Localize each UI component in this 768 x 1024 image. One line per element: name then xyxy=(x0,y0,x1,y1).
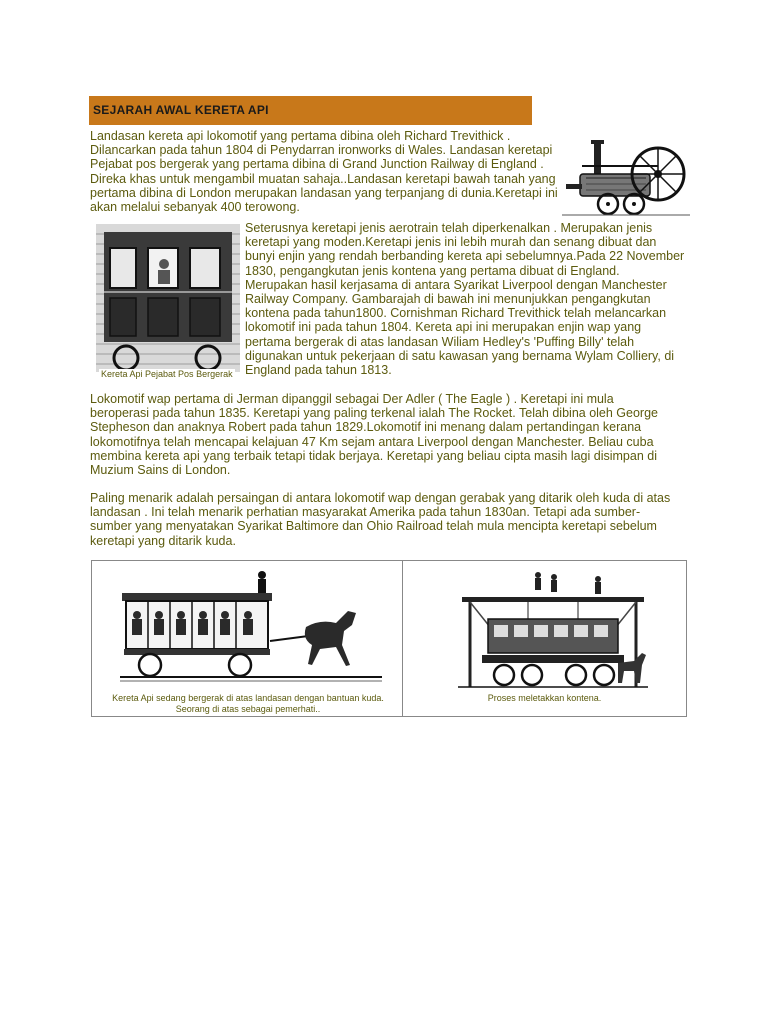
text-line: beroperasi pada tahun 1835. Keretapi yang paling terkenal ialah The Rocket. Telah dibina oleh George xyxy=(90,406,658,421)
text-line: bunyi enjin yang rendah berbanding kereta api sebelumnya.Pada 22 November xyxy=(245,249,685,264)
coach-image-caption: Kereta Api Pejabat Pos Bergerak xyxy=(101,369,233,379)
text-line: landasan . Ini telah menarik perhatian masyarakat Amerika pada tahun 1830an. Tetapi ada sumber- xyxy=(90,505,641,520)
text-line: pertama dibina di London merupakan landasan yang terpanjang di dunia.Keretapi ini xyxy=(90,185,558,200)
text-line: England pada tahun 1813. xyxy=(245,363,392,378)
text-line: digunakan untuk pekerjaan di satu kawasan yang bernama Wylam Colliery, di xyxy=(245,348,675,363)
text-line: kontena pada tahun1800. Cornishman Richard Trevithick telah melancarkan xyxy=(245,306,667,321)
text-line: lokomotif ini pada tahun 1804. Kereta api ini merupakan enjin wap yang xyxy=(245,320,642,335)
text-line: Lokomotif wap pertama di Jerman dipanggil sebagai Der Adler ( The Eagle ) . Keretapi ini mula xyxy=(90,392,614,406)
text-line: keretapi yang ditarik kuda. xyxy=(90,533,236,548)
text-line: Landasan kereta api lokomotif yang pertama dibina oleh Richard Trevithick . xyxy=(90,129,511,143)
text-line: Dilancarkan pada tahun 1804 di Penydarran ironworks di Wales. Landasan keretapi xyxy=(90,143,553,158)
horse-drawn-carriage-image xyxy=(120,565,382,695)
paragraph-1 xyxy=(90,129,558,214)
text-line: lokomotifnya telah mencapai kelajuan 47 Km sejam antara Liverpool dengan Manchester. Beliau cuba xyxy=(90,434,654,449)
section-header-bar xyxy=(89,96,532,125)
text-line: Railway Company. Gambarajah di bawah ini menunjukkan pengangkutan xyxy=(245,292,651,307)
text-line: Direka khas untuk mengambil muatan sahaja..Landasan keretapi bawah tanah yang xyxy=(90,171,556,186)
horse-carriage-caption xyxy=(96,693,400,715)
text-line: 1830, pengangkutan jenis kontena yang pertama dibuat di England. xyxy=(245,263,620,278)
caption-line: Kereta Api sedang bergerak di atas landasan dengan bantuan kuda. xyxy=(112,693,384,703)
text-line: keretapi yang moden.Keretapi jenis ini lebih murah dan senang dibuat dan xyxy=(245,235,657,250)
text-line: pertama bergerak di atas landasan Wiliam Hedley's 'Puffing Billy' telah xyxy=(245,334,635,349)
text-line: Merupakan hasil kerjasama di antara Syarikat Liverpool dengan Manchester xyxy=(245,277,667,292)
mail-coach-image xyxy=(96,224,240,372)
text-line: Pejabat pos bergerak yang pertama dibina di Grand Junction Railway di England . xyxy=(90,157,544,172)
text-line: Muzium Sains di London. xyxy=(90,463,231,478)
trevithick-locomotive-image xyxy=(562,136,690,220)
paragraph-4 xyxy=(90,491,670,548)
text-line: sumber yang menyatakan Syarikat Baltimore dan Ohio Railroad telah mula mencipta keretapi sebelum xyxy=(90,519,657,534)
container-loading-image xyxy=(458,567,648,693)
paragraph-3 xyxy=(90,392,658,477)
text-line: Seterusnya keretapi jenis aerotrain telah diperkenalkan . Merupakan jenis xyxy=(245,221,653,235)
container-caption: Proses meletakkan kontena. xyxy=(487,693,602,703)
text-line: akan melalui sebanyak 400 terowong. xyxy=(90,200,300,215)
paragraph-2 xyxy=(245,221,684,377)
text-line: Paling menarik adalah persaingan di antara lokomotif wap dengan gerabak yang ditarik oleh kuda di atas xyxy=(90,491,671,505)
caption-line: Seorang di atas sebagai pemerhati.. xyxy=(175,704,321,714)
text-line: Stepheson dan anaknya Robert pada tahun 1829.Lokomotif ini menang dalam pertandingan kerana xyxy=(90,420,642,435)
image-table xyxy=(91,560,687,717)
section-title: SEJARAH AWAL KERETA API xyxy=(93,103,269,117)
text-line: membina kereta api yang terbaik tetapi tidak berjaya. Keretapi yang beliau cipta masih lagi disimpan di xyxy=(90,448,657,463)
